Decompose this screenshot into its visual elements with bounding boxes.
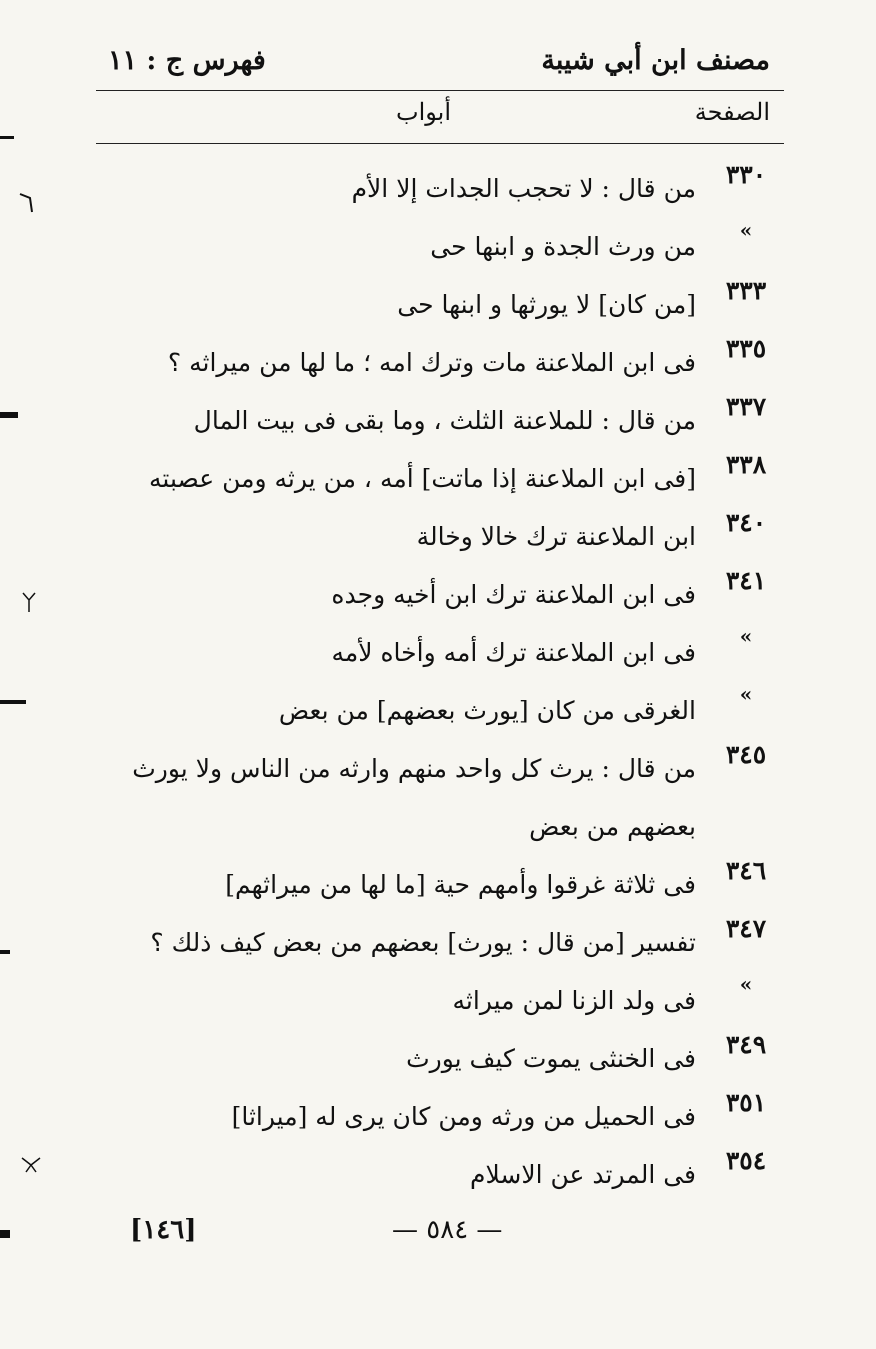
- entry-title: من قال : للملاعنة الثلث ، وما بقى فى بيت المال: [193, 406, 696, 435]
- index-label: فهرس ج : ١١: [108, 45, 266, 76]
- entry-title: من قال : يرث كل واحد منهم وارثه من الناس ولا يورث بعضهم من بعض: [132, 754, 696, 841]
- scan-edge-mark: [0, 700, 26, 704]
- entry-page-number: ٣٤٦: [725, 856, 767, 885]
- page-column-heading: الصفحة: [694, 98, 770, 126]
- entry-page-number: »: [739, 218, 753, 242]
- index-entry: [100, 624, 776, 682]
- index-entry: [100, 334, 776, 392]
- index-entry: [100, 1088, 776, 1146]
- entry-page-number: »: [739, 972, 753, 996]
- entry-title: فى الحميل من ورثه ومن كان يرى له [ميراثا]: [231, 1102, 696, 1131]
- scan-edge-mark: [0, 136, 14, 139]
- entry-page-number: ٣٣٨: [725, 450, 767, 479]
- scan-edge-mark: [0, 1230, 10, 1238]
- index-entry: [100, 914, 776, 972]
- column-heading-rule: [96, 143, 784, 144]
- index-entry: [100, 740, 776, 856]
- index-entry: [100, 1030, 776, 1088]
- entry-title: فى ابن الملاعنة مات وترك امه ؛ ما لها من ميراثه ؟: [167, 348, 696, 377]
- index-entry: [100, 1146, 776, 1204]
- entry-title: فى المرتد عن الاسلام: [469, 1160, 696, 1189]
- entry-page-number: ٣٣٥: [725, 334, 767, 363]
- header-rule: [96, 90, 784, 91]
- index-entry: [100, 972, 776, 1030]
- index-entries: [100, 160, 776, 1204]
- entry-title: ابن الملاعنة ترك خالا وخالة: [416, 522, 696, 551]
- entry-page-number: ٣٤٠: [725, 508, 767, 537]
- entry-page-number: ٣٣٠: [725, 160, 767, 189]
- entry-title: فى ابن الملاعنة ترك أمه وأخاه لأمه: [331, 638, 696, 667]
- book-title: مصنف ابن أبي شيبة: [541, 45, 770, 76]
- scan-speck-icon: [20, 1156, 42, 1174]
- entry-page-number: ٣٤١: [725, 566, 767, 595]
- entry-title: [فى ابن الملاعنة إذا ماتت] أمه ، من يرثه ومن عصبته: [149, 464, 696, 493]
- entry-page-number: ٣٤٧: [725, 914, 767, 943]
- index-entry: [100, 566, 776, 624]
- entry-page-number: »: [739, 682, 753, 706]
- scan-edge-mark: [0, 412, 18, 418]
- index-entry: [100, 276, 776, 334]
- index-entry: [100, 218, 776, 276]
- entry-page-number: ٣٤٩: [725, 1030, 767, 1059]
- entry-page-number: ٣٤٥: [725, 740, 767, 769]
- index-entry: [100, 508, 776, 566]
- index-entry: [100, 160, 776, 218]
- scan-edge-mark: [0, 950, 10, 954]
- entry-title: من ورث الجدة و ابنها حى: [430, 232, 696, 261]
- page-number: — ٥٨٤ —: [392, 1215, 503, 1245]
- entry-page-number: ٣٣٣: [725, 276, 767, 305]
- index-entry: [100, 392, 776, 450]
- entry-page-number: ٣٥١: [725, 1088, 767, 1117]
- sections-column-heading: أبواب: [396, 98, 452, 126]
- entry-title: تفسير [من قال : يورث] بعضهم من بعض كيف ذلك ؟: [150, 928, 696, 957]
- entry-title: فى الخنثى يموت كيف يورث: [406, 1044, 696, 1073]
- entry-title: [من كان] لا يورثها و ابنها حى: [397, 290, 696, 319]
- index-entry: [100, 682, 776, 740]
- entry-page-number: ٣٣٧: [725, 392, 767, 421]
- scan-speck-icon: [18, 188, 38, 214]
- entry-title: فى ابن الملاعنة ترك ابن أخيه وجده: [331, 580, 696, 609]
- volume-mark: [١٤٦]: [130, 1215, 197, 1245]
- entry-page-number: ٣٥٤: [725, 1146, 767, 1175]
- index-entry: [100, 450, 776, 508]
- entry-title: من قال : لا تحجب الجدات إلا الأم: [351, 174, 696, 203]
- entry-title: فى ثلاثة غرقوا وأمهم حية [ما لها من ميراثهم]: [225, 870, 696, 899]
- index-entry: [100, 856, 776, 914]
- entry-title: الغرقى من كان [يورث بعضهم] من بعض: [278, 696, 696, 725]
- scan-speck-icon: [20, 590, 38, 614]
- entry-title: فى ولد الزنا لمن ميراثه: [452, 986, 696, 1015]
- entry-page-number: »: [739, 624, 753, 648]
